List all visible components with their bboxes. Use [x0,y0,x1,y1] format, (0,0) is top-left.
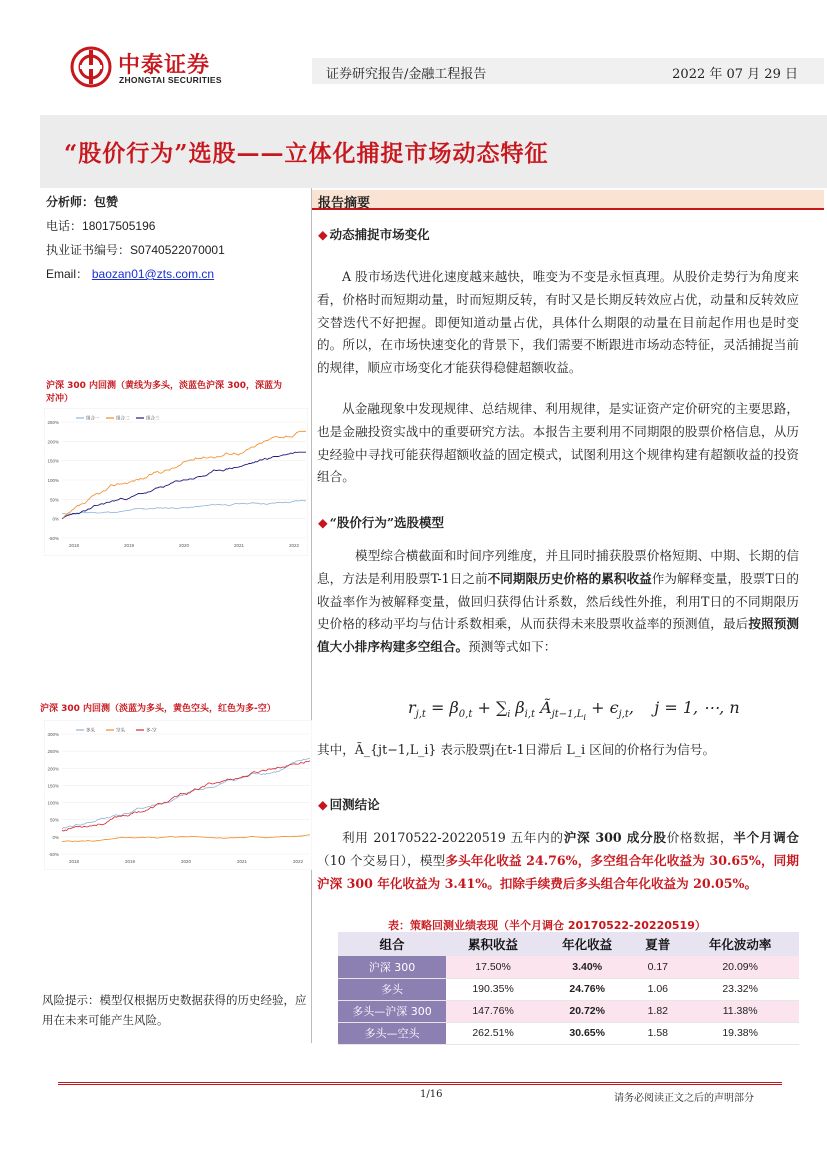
page-number: 1/16 [420,1089,443,1100]
company-name-cn: 中泰证券 [118,53,211,78]
table-cell: 1.82 [634,1000,681,1022]
table-cell: 24.76% [540,978,634,1000]
model-text-e: 预测等式如下： [468,639,557,655]
table-row [338,956,799,978]
c2-y-tick-label: 100% [47,800,59,806]
c2-y-tick-label: 300% [47,732,59,737]
backtest-text-b: 沪深 300 成分股 [563,830,667,845]
table-cell: 17.50% [446,956,540,978]
model-text-a: 模型综合横截面和时间序列维度，并且同时捕获股票价格短期、中期、长期的信息，方法是利用股票T-1日之前 [317,548,799,586]
summary-heading: 报告摘要 [318,196,371,211]
formula-note: 其中，Ã_{jt−1,L_i} 表示股票j在t-1日滞后 L_i 区间的价格行为信号。 [317,742,716,757]
table-header-cell: 年化收益 [540,932,634,956]
analyst-phone: 18017505196 [82,219,156,233]
table-header-cell: 夏普 [634,932,681,956]
analyst-email-link[interactable]: baozan01@zts.com.cn [91,267,215,281]
c2-x-tick-label: 2020 [180,859,192,864]
model-text-c: 作为解释变量，股票T日的收益率作为被解释变量，做回归获得估计系数，然后线性外推，利用T日的不同期限历史价格的移动平均与估计系数相乘，从而获得未来股票收益率的预测值，最后 [317,570,800,632]
c1-y-tick-label: 200% [47,439,59,445]
analyst-cert-row [46,238,225,262]
section-backtest-title: 回测结论 [329,797,380,812]
c2-x-tick-label: 2021 [236,859,248,864]
chart1-title: 沪深 300 内回测（黄线为多头，淡蓝色沪深 300，深蓝为对冲） [46,381,282,404]
c1-y-tick-label: 50% [49,497,59,503]
table-row-label: 多头—空头 [338,1022,446,1044]
section-backtest-paragraph [317,827,799,895]
c2-x-tick-label: 2019 [124,859,136,864]
section-model-title: “股价行为”选股模型 [329,515,445,530]
table-cell: 3.40% [540,956,634,978]
c1-y-tick-label: 0% [52,516,59,522]
model-text-d: 按照预测值大小排序构建多空组合。 [317,616,800,655]
company-logo [70,46,250,90]
section-backtest [318,795,380,813]
table-cell: 1.58 [634,1022,681,1044]
model-text-b: 不同期限历史价格的累积收益 [487,570,652,586]
footer-divider [58,1084,782,1085]
table-cell: 30.65% [540,1022,634,1044]
table-header-row [338,932,799,956]
c2-x-tick-label: 2022 [292,859,304,864]
backtest-text-e: （10 个交易日），模型 [317,852,446,868]
c1-y-tick-label: 150% [47,458,59,464]
c1-legend-label: 组合二 [116,416,130,422]
footer-disclaimer: 请务必阅读正文之后的声明部分 [614,1093,754,1104]
table-caption: 表：策略回测业绩表现（半个月调仓 20170522-20220519） [388,919,706,932]
cert-label: 执业证书编号： [46,243,131,257]
footer-divider [58,1082,782,1083]
table-cell: 262.51% [446,1022,540,1044]
table-cell: 0.17 [634,956,681,978]
c1-x-tick-label: 2019 [123,543,135,548]
report-title: “股价行为”选股——立体化捕捉市场动态特征 [64,140,549,167]
diamond-bullet-icon: ◆ [318,227,328,242]
table-header-cell: 年化波动率 [681,932,799,956]
c1-legend-label: 组合三 [146,416,160,422]
analyst-phone-row [46,214,225,238]
risk-warning: 风险提示：模型仅根据历史数据获得的历史经验，应用在未来可能产生风险。 [42,993,307,1027]
report-category: 证券研究报告/金融工程报告 [326,67,487,82]
chart1-frame [44,408,308,556]
phone-label: 电话： [46,219,83,233]
chart2-title: 沪深 300 内回测（淡蓝为多头，黄色空头，红色为多-空） [40,704,276,714]
chart2 [44,720,312,870]
table-row [338,1000,799,1022]
company-logo-icon [70,46,112,88]
c1-x-tick-label: 2021 [233,543,245,548]
c1-y-tick-label: 250% [47,420,59,425]
section-dynamic-paragraph-2: 从金融现象中发现规律、总结规律、利用规律，是实证资产定价研究的主要思路，也是金融投资实战中的重要研究方法。本报告主要利用不同期限的股票价格信息，从历史经验中寻找可能获得超额收益的固定模式，试图利用这个规律构建有超额收益的投资组合。 [317,401,799,485]
table-cell: 20.09% [681,956,799,978]
table-header-cell: 累积收益 [446,932,540,956]
diamond-bullet-icon: ◆ [318,515,328,530]
c1-x-tick-label: 2020 [178,543,190,548]
performance-table [338,932,799,1045]
table-row [338,978,799,1000]
email-label: Email： [46,267,89,281]
table-row-label: 多头 [338,978,446,1000]
c2-y-tick-label: 200% [47,766,59,772]
c2-legend-label: 多-空 [146,728,157,734]
c2-y-tick-label: 150% [47,783,59,789]
company-name-en: ZHONGTAI SECURITIES [119,75,222,85]
c1-x-tick-label: 2022 [288,543,300,548]
section-dynamic-paragraph-1: A 股市场迭代进化速度越来越快，唯变为不变是永恒真理。从股价走势行为角度来看，价格时而短期动量，时而短期反转，有时又是长期反转效应占优，动量和反转效应交替迭代不好把握。即便知道动量占优，具体什么期限的动量在目前起作用也是时变的。所以，在市场快速变化的背景下，我们需要不断跟进市场动态特征，灵活捕捉当前的规律，顺应市场变化才能获得稳健超额收益。 [317,269,799,376]
backtest-text-c: 价格数据， [666,830,734,845]
section-dynamic [318,225,430,243]
table-row [338,1022,799,1044]
table-cell: 19.38% [681,1022,799,1044]
section-model [318,513,444,531]
table-header-cell: 组合 [338,932,446,956]
report-header-bar [312,58,824,84]
c2-legend-label: 多头 [86,728,95,734]
table-cell: 23.32% [681,978,799,1000]
analyst-email-row [46,262,225,286]
c1-legend-label: 组合一 [86,416,100,422]
c1-x-tick-label: 2018 [68,543,80,548]
c1-y-tick-label: 100% [47,478,59,483]
chart2-frame [44,720,312,870]
section-dynamic-title: 动态捕捉市场变化 [329,227,430,242]
analyst-info [46,190,225,286]
c1-y-tick-label: -50% [48,536,59,541]
c2-y-tick-label: -50% [48,852,59,857]
table-cell: 11.38% [681,1000,799,1022]
report-date: 2022 年 07 月 29 日 [672,67,798,82]
table-cell: 147.76% [446,1000,540,1022]
c2-legend-label: 空头 [116,728,125,734]
backtest-text-a: 利用 20170522-20220519 五年内的 [342,830,564,845]
analyst-name: 分析师：包赞 [46,195,119,209]
section-model-paragraph [317,545,799,659]
c2-y-tick-label: 250% [47,749,59,755]
c2-y-tick-label: 50% [49,817,59,823]
column-divider [311,188,312,1043]
table-cell: 20.72% [540,1000,634,1022]
diamond-bullet-icon: ◆ [318,797,328,812]
c2-y-tick-label: 0% [52,834,59,840]
chart1 [44,408,308,556]
table-cell: 190.35% [446,978,540,1000]
backtest-text-f: 多头年化收益 24.76%，多空组合年化收益为 30.65%，同期沪深 300 年化收益为 3.41%。扣除手续费后多头组合年化收益为 20.05%。 [317,852,799,891]
table-row-label: 沪深 300 [338,956,446,978]
table-row-label: 多头—沪深 300 [338,1000,446,1022]
table-cell: 1.06 [634,978,681,1000]
c2-x-tick-label: 2018 [68,859,80,864]
prediction-formula: $r_{j,t} = \beta_{0,t} + \sum_i$ $\beta_{i,t}$ $Ã_{jt-1,L_i} + \epsilon_{j,t}$, j = 1, ⋯, n [408,698,740,723]
summary-header [312,190,824,210]
backtest-text-d: 半个月调仓 [733,830,800,845]
analyst-cert: S0740522070001 [130,243,225,257]
